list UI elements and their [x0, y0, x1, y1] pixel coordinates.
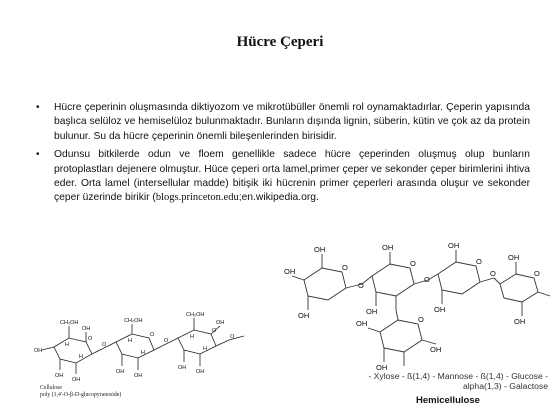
h-label: H	[65, 342, 69, 348]
bullet-marker: •	[36, 149, 40, 161]
ring-o-label: O	[88, 336, 93, 342]
oh-label: OH	[356, 319, 368, 328]
oh-label: OH	[434, 305, 446, 314]
o-label: O	[490, 269, 496, 278]
hemicellulose-sequence	[298, 371, 548, 391]
o-label: O	[230, 334, 235, 340]
oh-label: OH	[116, 369, 125, 375]
oh-label: OH	[382, 243, 394, 252]
hemicellulose-sequence-line2: alpha(1,3) - Galactose	[462, 381, 548, 391]
oh-label: OH	[34, 348, 43, 354]
oh-label: OH	[298, 311, 310, 320]
h-label: H	[203, 346, 207, 352]
hemicellulose-structure	[284, 240, 554, 370]
o-label: O	[102, 342, 107, 348]
source-citation-suffix: ;en.wikipedia.org.	[238, 192, 319, 204]
ring-o-label: O	[342, 263, 348, 272]
ring-o-label: O	[410, 259, 416, 268]
cellulose-caption	[40, 385, 121, 399]
oh-label: OH	[178, 365, 187, 371]
oh-label: OH	[366, 307, 378, 316]
oh-label: OH	[514, 317, 526, 326]
oh-label: OH	[430, 345, 442, 354]
oh-label: OH	[82, 326, 91, 332]
source-citation: blogs.princeton.edu	[155, 192, 239, 204]
bullet-text: Hücre çeperinin oluşmasında diktiyozom ve mikrotübüller önemli rol oynamaktadırlar. Çeperin yapısında başlıca selüloz ve hemiselüloz bulunmaktadır. Bunların dışında lignin, süberin, kütin ve çok az da protein bulunur. Su da hücre çeperinin önemli bileşenlerinden birisidir.	[54, 102, 530, 142]
h-label: H	[190, 334, 194, 340]
hemicellulose-sequence-line1: - Xylose - ß(1,4) - Mannose - ß(1,4) - Glucose -	[368, 371, 548, 381]
ring-o-label: O	[476, 257, 482, 266]
oh-label: OH	[134, 373, 143, 379]
ch2oh-label: CH₂OH	[60, 320, 79, 326]
cellulose-caption-formula: poly (1,4'-O-β-D-glucopyranoside)	[40, 392, 122, 398]
cellulose-caption-name: Cellulose	[40, 385, 62, 391]
bullet-text: Odunsu bitkilerde odun ve floem genellikle sadece hücre çeperinden oluşmuş olup bunların protoplastları dejenere olmuştur. Hüce çeperi orta lamel,primer çeper ve sekonder çeper birimlerini ihtiva eder. Orta lamel (intersellular madde) bitişik iki hücrenin primer çeperleri arasında oluşur ve sekonder çeper üzerinde birikir (	[54, 149, 530, 204]
h-label: H	[79, 354, 83, 360]
oh-label: OH	[196, 369, 205, 375]
o-label: O	[424, 275, 430, 284]
hemicellulose-label: Hemicellulose	[416, 395, 480, 406]
o-label: O	[358, 281, 364, 290]
slide-title: Hücre Çeperi	[236, 34, 324, 50]
ch2oh-label: CH₂OH	[124, 318, 143, 324]
oh-label: OH	[72, 377, 81, 383]
oh-label: OH	[216, 320, 225, 326]
h-label: H	[128, 338, 132, 344]
bullet-item	[36, 148, 530, 206]
ring-o-label: O	[150, 332, 155, 338]
o-label: O	[164, 338, 169, 344]
bullet-item	[36, 101, 530, 144]
ring-o-label: O	[418, 315, 424, 324]
oh-label: OH	[448, 241, 460, 250]
oh-label: OH	[284, 267, 296, 276]
bullet-list	[36, 101, 530, 210]
ring-o-label: O	[534, 269, 540, 278]
oh-label: OH	[508, 253, 520, 262]
ring-o-label: O	[212, 328, 217, 334]
oh-label: OH	[314, 245, 326, 254]
hemicellulose-bonds	[292, 250, 550, 366]
oh-label: OH	[376, 363, 388, 370]
cellulose-bonds	[42, 318, 244, 374]
bullet-marker: •	[36, 102, 40, 113]
ch2oh-label: CH₂OH	[186, 312, 205, 318]
oh-label: OH	[55, 373, 64, 379]
h-label: H	[141, 350, 145, 356]
cellulose-structure	[24, 302, 264, 392]
cellulose-atom-labels	[34, 312, 235, 383]
